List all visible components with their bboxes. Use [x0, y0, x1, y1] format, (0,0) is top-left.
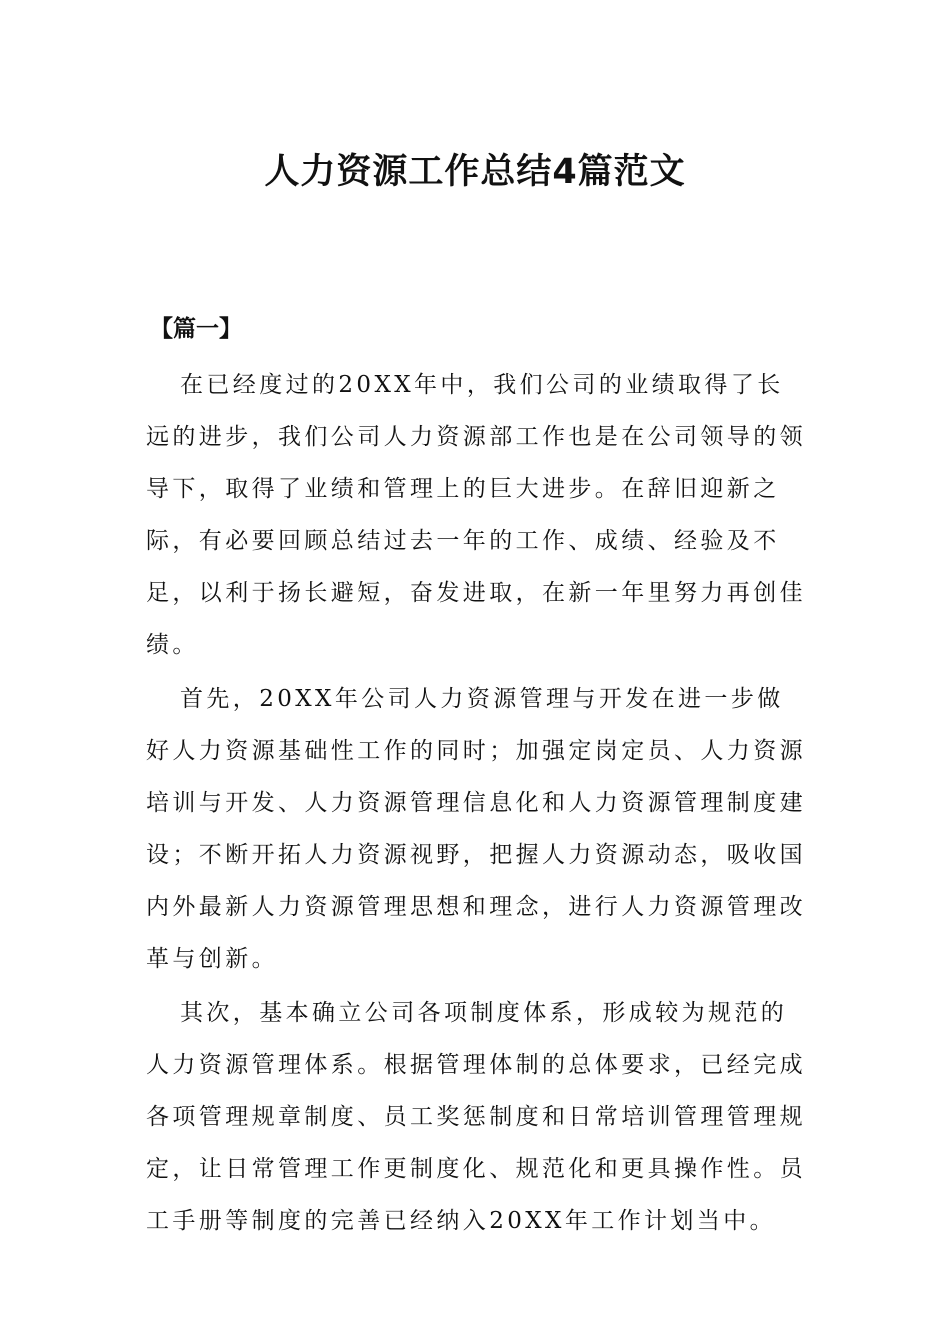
document-body [146, 309, 806, 1249]
paragraph-3: 其次，基本确立公司各项制度体系，形成较为规范的人力资源管理体系。根据管理体制的总体要求，已经完成各项管理规章制度、员工奖惩制度和日常培训管理管理规定，让日常管理工作更制度化、规范化和更具操作性。员工手册等制度的完善已经纳入20XX年工作计划当中。 [146, 1000, 806, 1234]
paragraph-1: 在已经度过的20XX年中，我们公司的业绩取得了长远的进步，我们公司人力资源部工作也是在公司领导的领导下，取得了业绩和管理上的巨大进步。在辞旧迎新之际，有必要回顾总结过去一年的工作、成绩、经验及不足，以利于扬长避短，奋发进取，在新一年里努力再创佳绩。 [146, 372, 806, 658]
section-heading: 【篇一】 [150, 316, 242, 342]
paragraph-2: 首先，20XX年公司人力资源管理与开发在进一步做好人力资源基础性工作的同时；加强定岗定员、人力资源培训与开发、人力资源管理信息化和人力资源管理制度建设；不断开拓人力资源视野，把握人力资源动态，吸收国内外最新人力资源管理思想和理念，进行人力资源管理改革与创新。 [146, 686, 806, 972]
document-title: 人力资源工作总结4篇范文 [264, 152, 686, 192]
